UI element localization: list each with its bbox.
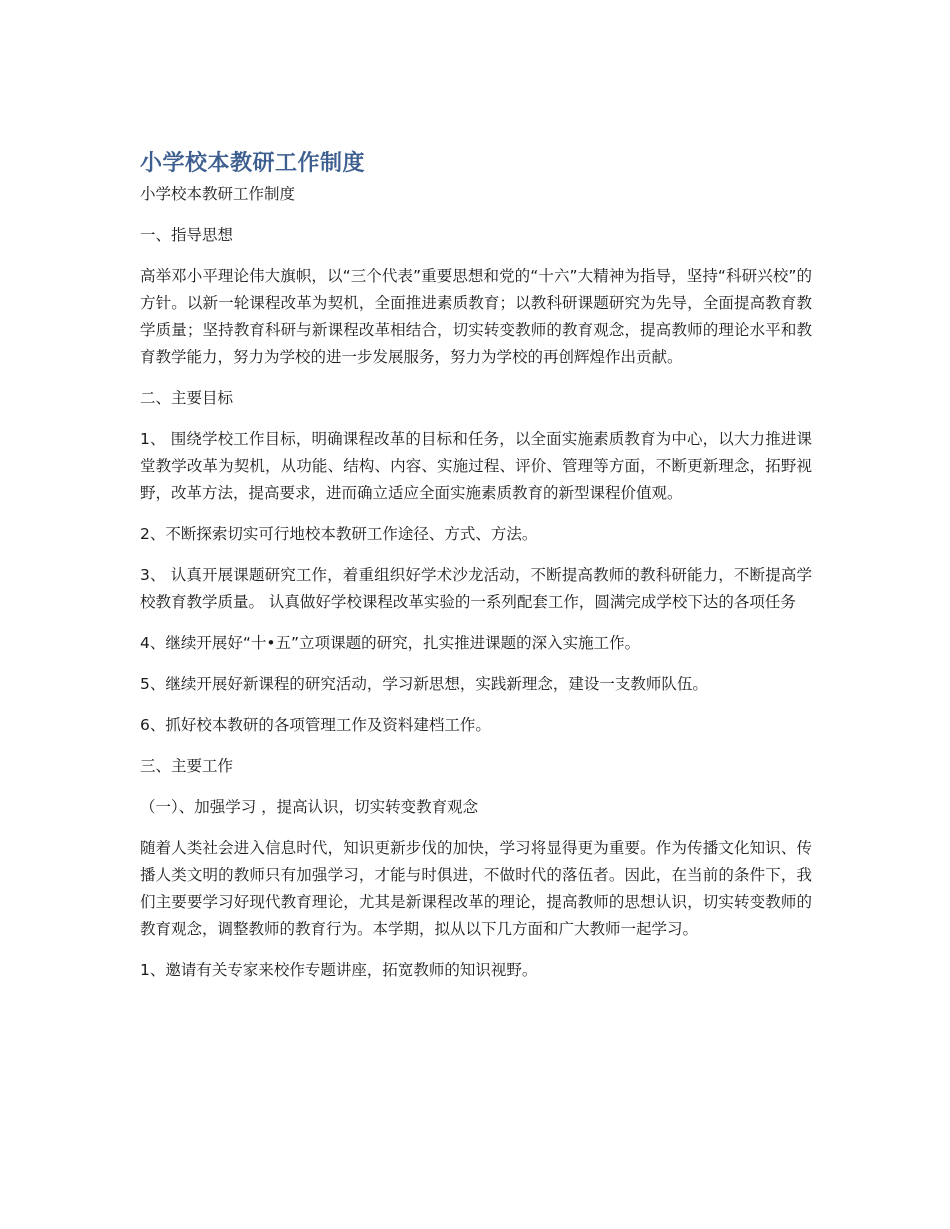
document-subtitle: 小学校本教研工作制度 [140,185,296,203]
work-item-1: 1、邀请有关专家来校作专题讲座，拓宽教师的知识视野。 [140,961,538,979]
goal-item-5: 5、继续开展好新课程的研究活动，学习新思想，实践新理念，建设一支教师队伍。 [140,675,708,693]
document-title: 小学校本教研工作制度 [140,151,366,176]
section-heading-main-work: 三、主要工作 [140,757,234,775]
goal-item-2: 2、不断探索切实可行地校本教研工作途径、方式、方法。 [140,525,538,543]
goal-item-1: 1、 围绕学校工作目标，明确课程改革的目标和任务，以全面实施素质教育为中心，以大力推进课堂教学改革为契机，从功能、结构、内容、实施过程、评价、管理等方面，不断更新理念，拓野视野，改革方法，提高要求，进而确立适应全面实施素质教育的新型课程价值观。 [140,430,812,502]
goal-item-4: 4、继续开展好“十•五”立项课题的研究，扎实推进课题的深入实施工作。 [140,634,641,652]
document-page [140,148,812,998]
paragraph-strengthen-learning: 随着人类社会进入信息时代，知识更新步伐的加快，学习将显得更为重要。作为传播文化知识、传播人类文明的教师只有加强学习，才能与时俱进，不做时代的落伍者。因此，在当前的条件下，我们主要要学习好现代教育理论，尤其是新课程改革的理论，提高教师的思想认识，切实转变教师的教育观念，调整教师的教育行为。本学期，拟从以下几方面和广大教师一起学习。 [140,839,812,938]
goal-item-6: 6、抓好校本教研的各项管理工作及资料建档工作。 [140,716,491,734]
subsection-heading-strengthen-learning: （一）、加强学习 ，提高认识，切实转变教育观念 [140,798,479,816]
goal-item-3: 3、 认真开展课题研究工作，着重组织好学术沙龙活动，不断提高教师的教科研能力，不断提高学校教育教学质量。 认真做好学校课程改革实验的一系列配套工作，圆满完成学校下达的各项任务 [140,566,812,611]
section-heading-main-goals: 二、主要目标 [140,389,234,407]
paragraph-guiding-ideology: 高举邓小平理论伟大旗帜，以“三个代表”重要思想和党的“十六”大精神为指导，坚持“科研兴校”的方针。以新一轮课程改革为契机，全面推进素质教育；以教科研课题研究为先导，全面提高教育教学质量；坚持教育科研与新课程改革相结合，切实转变教师的教育观念，提高教师的理论水平和教育教学能力，努力为学校的进一步发展服务，努力为学校的再创辉煌作出贡献。 [140,267,812,366]
section-heading-guiding-ideology: 一、指导思想 [140,226,234,244]
